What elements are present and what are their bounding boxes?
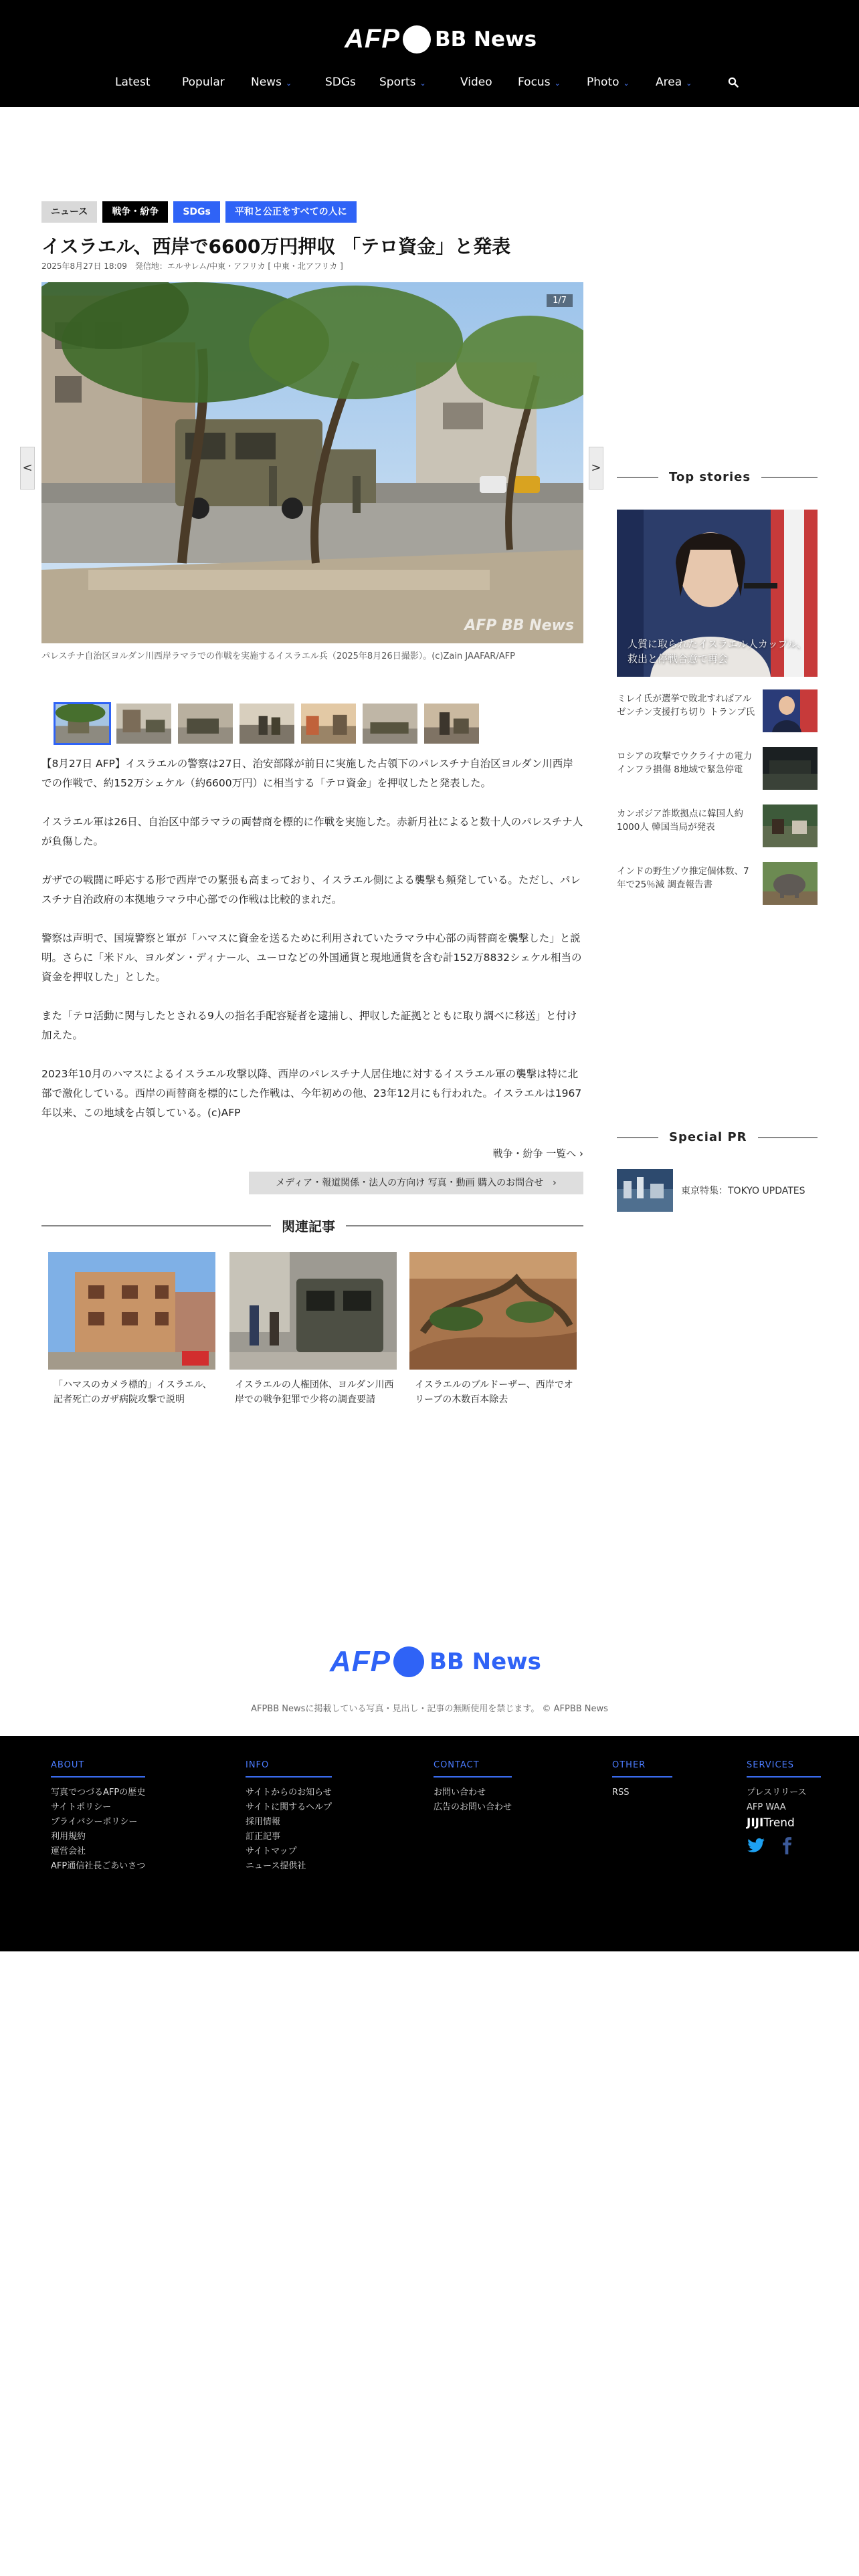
article-paragraph: イスラエル軍は26日、自治区中部ラマラの両替商を標的に作戦を実施した。赤新月社によると数十人のパレスチナ人が負傷した。	[41, 816, 583, 847]
photo-prev-button[interactable]: <	[20, 447, 35, 490]
related-article-card[interactable]	[409, 1252, 577, 1407]
top-story-text: ロシアの攻撃でウクライナの電力インフラ損傷 8地域で緊急停電	[617, 751, 753, 775]
logo-bbnews-text: BB News	[435, 27, 537, 51]
related-article-card[interactable]	[229, 1252, 397, 1407]
article-meta: 2025年8月27日 18:09 発信地：エルサレム/中東・アフリカ [ 中東・北アフリカ ]	[41, 261, 343, 271]
footer-column-heading: INFO	[246, 1760, 332, 1778]
nav-label: Popular	[182, 76, 225, 89]
photo-counter: 1/7	[547, 294, 573, 307]
related-article-image	[229, 1252, 397, 1370]
footer-link[interactable]: 利用規約	[51, 1832, 86, 1842]
divider	[617, 1137, 658, 1138]
nav-item-video[interactable]	[460, 71, 492, 94]
nav-item-focus[interactable]	[518, 71, 561, 95]
category-list-label: 戦争・紛争 一覧へ	[492, 1148, 577, 1160]
logo-bbnews-text: BB News	[430, 1648, 541, 1675]
footer-link[interactable]: AFP通信社長ごあいさつ	[51, 1861, 146, 1871]
footer-link[interactable]: AFP WAA	[747, 1802, 786, 1812]
twitter-icon[interactable]	[747, 1836, 765, 1855]
tag-list	[41, 201, 357, 223]
top-story-hero[interactable]	[617, 510, 818, 677]
footer-column-heading: OTHER	[612, 1760, 672, 1778]
top-story-item[interactable]	[617, 804, 818, 847]
logo-afp-text: AFP	[345, 24, 400, 53]
footer-link[interactable]: サイトマップ	[246, 1846, 297, 1856]
top-story-thumbnail	[763, 747, 818, 790]
top-story-text: カンボジア詐欺拠点に韓国人約1000人 韓国当局が発表	[617, 809, 743, 833]
category-list-link[interactable]	[492, 1146, 583, 1160]
article-paragraph: ガザでの戦闘に呼応する形で西岸での緊張も高まっており、イスラエル側による襲撃も頻発している。ただし、パレスチナ自治政府の本拠地ラマラ中心部での作戦は比較的まれだ。	[41, 874, 581, 905]
footer-column-about	[51, 1760, 145, 1874]
photo-thumbnail[interactable]	[238, 702, 296, 745]
special-pr-heading	[617, 1130, 818, 1144]
chevron-right-icon: ›	[553, 1178, 557, 1188]
thumbnail-image	[56, 704, 109, 743]
nav-item-news[interactable]	[251, 71, 292, 95]
top-story-text: ミレイ氏が選挙で敗北すればアルゼンチン支援打ち切り トランプ氏	[617, 693, 755, 718]
related-article-caption: イスラエルの人権団体、ヨルダン川西岸での戦争犯罪で少将の調査要請	[235, 1380, 394, 1405]
footer-copyright: AFPBB Newsに掲載している写真・見出し・記事の無断使用を禁じます。 © AFPBB News	[251, 1704, 608, 1714]
footer-link[interactable]: プレスリリース	[747, 1788, 807, 1798]
article-title: イスラエル、西岸で6600万円押収 「テロ資金」と発表	[41, 235, 511, 257]
related-heading	[41, 1216, 583, 1235]
related-article-caption: 「ハマスのカメラ標的」イスラエル、記者死亡のガザ病院攻撃で説明	[54, 1380, 212, 1405]
logo-dot	[393, 1646, 424, 1677]
media-inquiry-link[interactable]	[249, 1172, 583, 1194]
jiji-trend-bold: JIJI	[747, 1816, 764, 1830]
jiji-trend-rest: Trend	[763, 1816, 795, 1830]
divider	[758, 1137, 818, 1138]
site-header	[0, 0, 859, 107]
top-story-thumbnail	[763, 689, 818, 732]
nav-item-popular[interactable]	[182, 71, 225, 94]
thumbnail-image	[178, 704, 233, 744]
nav-label: Latest	[115, 76, 151, 89]
footer-column-services	[747, 1760, 821, 1855]
special-pr-thumbnail	[617, 1169, 673, 1212]
related-article-image	[48, 1252, 215, 1370]
footer-link[interactable]: 広告のお問い合わせ	[434, 1802, 512, 1812]
divider	[346, 1225, 583, 1226]
jiji-trend-link[interactable]	[747, 1815, 821, 1831]
tag-peace-justice[interactable]: 平和と公正をすべての人に	[225, 201, 357, 223]
photo-next-button[interactable]: >	[589, 447, 603, 490]
main-nav	[0, 71, 859, 94]
chevron-right-icon: ›	[579, 1148, 583, 1160]
footer-column-heading: CONTACT	[434, 1760, 512, 1778]
footer-link[interactable]: 運営会社	[51, 1846, 86, 1856]
social-links	[747, 1836, 821, 1855]
footer-column-other	[612, 1760, 672, 1800]
footer-link[interactable]: 訂正記事	[246, 1832, 281, 1842]
nav-label: Area	[656, 76, 682, 89]
special-pr-label: Special PR	[669, 1130, 747, 1144]
main-photo-image	[41, 282, 583, 643]
article-paragraph: 警察は声明で、国境警察と軍が「ハマスに資金を送るために利用されていたラマラ中心部の両替商を襲撃した」と説明。さらに「米ドル、ヨルダン・ディナール、ユーロなどの外国通貨と現地通貨を含む計152万8832シェケル相当の資金を押収した」とした。	[41, 932, 582, 983]
footer-column-info	[246, 1760, 332, 1874]
divider	[41, 1225, 271, 1226]
thumbnail-image	[424, 704, 479, 744]
thumbnail-image	[301, 704, 356, 744]
top-story-item[interactable]	[617, 689, 818, 732]
nav-label: News	[251, 76, 282, 89]
top-story-hero-caption: 人質に取られたイスラエル人カップル、救出と停戦合意で再会	[628, 638, 807, 665]
footer-link[interactable]: サイトに関するヘルプ	[246, 1802, 332, 1812]
footer-column-contact	[434, 1760, 512, 1815]
top-story-text: インドの野生ゾウ推定個体数、7年で25％減 調査報告書	[617, 866, 749, 890]
site-footer	[0, 1736, 859, 1951]
nav-item-latest[interactable]	[115, 71, 151, 94]
divider	[761, 477, 818, 478]
search-icon[interactable]	[728, 77, 739, 88]
article-paragraph: 【8月27日 AFP】イスラエルの警察は27日、治安部隊が前日に実施した占領下のパレスチナ自治区ヨルダン川西岸での作戦で、約152万シェケル（約6600万円）に相当する「テロ資金」を押収したと発表した。	[41, 758, 573, 789]
site-logo[interactable]	[345, 24, 537, 54]
top-stories-heading	[617, 470, 818, 484]
divider	[617, 477, 658, 478]
media-inquiry-label: メディア・報道関係・法人の方向け 写真・動画 購入のお問合せ	[276, 1178, 544, 1188]
related-article-caption: イスラエルのブルドーザー、西岸でオリーブの木数百本除去	[415, 1380, 573, 1405]
chevron-down-icon: ⌄	[623, 79, 630, 88]
top-story-thumbnail	[763, 862, 818, 905]
footer-link[interactable]: プライバシーポリシー	[51, 1817, 138, 1827]
nav-item-sdgs[interactable]	[325, 71, 356, 94]
related-heading-label: 関連記事	[282, 1218, 335, 1235]
related-article-card[interactable]	[48, 1252, 215, 1407]
photo-thumbnail[interactable]	[361, 702, 419, 745]
tag-news[interactable]: ニュース	[41, 201, 97, 223]
footer-link[interactable]: お問い合わせ	[434, 1788, 486, 1798]
nav-label: SDGs	[325, 76, 356, 89]
photo-thumbnail[interactable]	[177, 702, 234, 745]
article-paragraph: 2023年10月のハマスによるイスラエル攻撃以降、西岸のパレスチナ人居住地に対するイスラエル軍の襲撃は特に北部で激化している。西岸の両替商を標的にした作戦は、今年初めの他、23年12月にも行われた。イスラエルは1967年以来、この地域を占領している。(c)AFP	[41, 1068, 582, 1119]
chevron-down-icon: ⌄	[686, 79, 692, 88]
special-pr-item[interactable]	[617, 1169, 818, 1212]
tag-war-conflict[interactable]: 戦争・紛争	[102, 201, 168, 223]
chevron-down-icon: ⌄	[419, 79, 426, 88]
photo-thumbnail-strip	[54, 702, 480, 745]
top-story-thumbnail	[763, 804, 818, 847]
top-stories-label: Top stories	[669, 470, 751, 484]
chevron-down-icon: ⌄	[285, 79, 292, 88]
top-story-item[interactable]	[617, 747, 818, 790]
nav-label: Video	[460, 76, 492, 89]
nav-item-area[interactable]	[656, 71, 692, 95]
footer-link[interactable]: RSS	[612, 1788, 630, 1798]
footer-column-heading: SERVICES	[747, 1760, 821, 1778]
facebook-icon[interactable]	[777, 1836, 796, 1855]
thumbnail-image	[116, 704, 171, 744]
photo-thumbnail[interactable]	[54, 702, 111, 745]
photo-thumbnail[interactable]	[300, 702, 357, 745]
related-article-image	[409, 1252, 577, 1370]
thumbnail-image	[363, 704, 417, 744]
nav-item-photo[interactable]	[587, 71, 630, 95]
photo-thumbnail[interactable]	[423, 702, 480, 745]
nav-label: Sports	[379, 76, 416, 89]
footer-logo[interactable]	[330, 1645, 541, 1679]
footer-link[interactable]: サイトポリシー	[51, 1802, 112, 1812]
top-story-item[interactable]	[617, 862, 818, 905]
footer-link[interactable]: 採用情報	[246, 1817, 281, 1827]
photo-caption: パレスチナ自治区ヨルダン川西岸ラマラでの作戦を実施するイスラエル兵（2025年8月26日撮影）。(c)Zain JAAFAR/AFP	[41, 651, 515, 661]
photo-watermark: AFP BB News	[464, 617, 574, 634]
nav-label: Focus	[518, 76, 551, 89]
article-paragraph: また「テロ活動に関与したとされる9人の指名手配容疑者を逮捕し、押収した証拠とともに取り調べに移送」と付け加えた。	[41, 1010, 577, 1041]
nav-label: Photo	[587, 76, 619, 89]
logo-afp-text: AFP	[330, 1645, 391, 1678]
logo-dot	[403, 25, 431, 53]
main-photo[interactable]	[41, 282, 583, 643]
footer-column-heading: ABOUT	[51, 1760, 145, 1778]
footer-link[interactable]: ニュース提供社	[246, 1861, 306, 1871]
special-pr-text: 東京特集：TOKYO UPDATES	[681, 1186, 805, 1196]
nav-item-sports[interactable]	[379, 71, 426, 95]
thumbnail-image	[240, 704, 294, 744]
footer-link[interactable]: サイトからのお知らせ	[246, 1788, 332, 1798]
chevron-down-icon: ⌄	[554, 79, 561, 88]
tag-sdgs[interactable]: SDGs	[173, 201, 220, 223]
footer-link[interactable]: 写真でつづるAFPの歴史	[51, 1788, 146, 1798]
photo-thumbnail[interactable]	[115, 702, 173, 745]
